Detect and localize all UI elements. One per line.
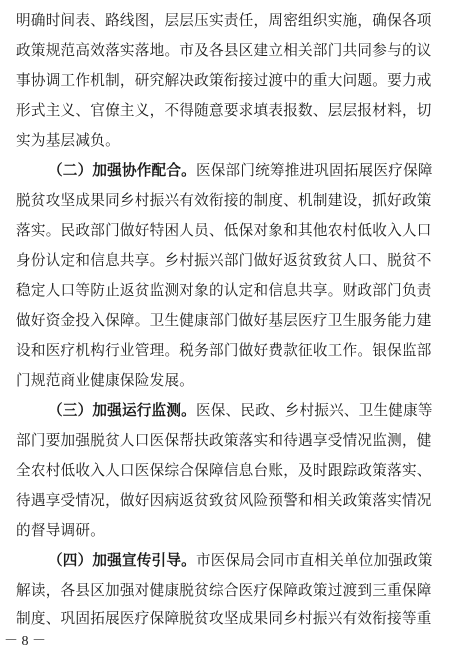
text-line — [0, 604, 457, 634]
section-heading: （三）加强运行监测。 — [48, 402, 196, 419]
text-line — [0, 456, 457, 486]
section-heading-line — [0, 396, 457, 426]
section-heading-line — [0, 156, 457, 186]
text-line-content: 事协调工作机制，研究解决政策衔接过渡中的重大问题。要力戒 — [16, 72, 432, 89]
text-line — [0, 426, 457, 456]
text-line-content: 待遇享受情况，做好因病返贫致贫风险预警和相关政策落实情况 — [16, 492, 432, 509]
paragraph-start — [48, 156, 433, 186]
text-line-content: 的督导调研。 — [16, 522, 106, 539]
text-line — [0, 366, 457, 396]
text-line — [0, 306, 457, 336]
text-line — [0, 6, 457, 36]
section-heading: （二）加强协作配合。 — [48, 162, 196, 179]
text-line-content: 全农村低收入人口医保综合保障信息台账，及时跟踪政策落实、 — [16, 462, 432, 479]
text-line — [0, 516, 457, 546]
page-number: － 8 － — [4, 634, 46, 649]
text-line-content: 实为基层减负。 — [16, 132, 120, 149]
text-line-content: 门规范商业健康保险发展。 — [16, 372, 195, 389]
text-line — [0, 246, 457, 276]
text-line — [0, 336, 457, 366]
paragraph-text: 医保、民政、乡村振兴、卫生健康等 — [195, 402, 433, 419]
text-line-content: 明确时间表、路线图，层层压实责任，周密组织实施，确保各项 — [16, 12, 432, 29]
text-line-content: 稳定人口等防止返贫监测对象的认定和信息共享。财政部门负责 — [16, 282, 432, 299]
text-line-content: 解读，各县区加强对健康脱贫综合医疗保障政策过渡到三重保障 — [16, 582, 432, 599]
paragraph-text: 市医保局会同市直相关单位加强政策 — [195, 552, 433, 569]
text-line-content: 部门要加强脱贫人口医保帮扶政策落实和待遇享受情况监测，健 — [16, 432, 432, 449]
text-line-content: 形式主义、官僚主义，不得随意要求填表报数、层层报材料，切 — [16, 102, 432, 119]
section-heading: （四）加强宣传引导。 — [48, 552, 196, 569]
text-line — [0, 216, 457, 246]
text-line — [0, 276, 457, 306]
text-line-content: 脱贫攻坚成果同乡村振兴有效衔接的制度、机制建设，抓好政策 — [16, 192, 432, 209]
text-line — [0, 486, 457, 516]
text-line-content: 做好资金投入保障。卫生健康部门做好基层医疗卫生服务能力建 — [16, 312, 432, 329]
text-line-content: 设和医疗机构行业管理。税务部门做好费款征收工作。银保监部 — [16, 342, 432, 359]
text-line-content: 落实。民政部门做好特困人员、低保对象和其他农村低收入人口 — [16, 222, 432, 239]
paragraph-start — [48, 396, 433, 426]
text-line-content: 身份认定和信息共享。乡村振兴部门做好返贫致贫人口、脱贫不 — [16, 252, 432, 269]
text-line — [0, 36, 457, 66]
text-line — [0, 576, 457, 606]
section-heading-line — [0, 546, 457, 576]
paragraph-start — [48, 546, 433, 576]
text-line — [0, 66, 457, 96]
text-line-content: 制度、巩固拓展医疗保障脱贫攻坚成果同乡村振兴有效衔接等重 — [16, 610, 432, 627]
text-line-content: 政策规范高效落实落地。市及各县区建立相关部门共同参与的议 — [16, 42, 432, 59]
text-line — [0, 186, 457, 216]
text-line — [0, 126, 457, 156]
text-line — [0, 96, 457, 126]
paragraph-text: 医保部门统筹推进巩固拓展医疗保障 — [195, 162, 433, 179]
